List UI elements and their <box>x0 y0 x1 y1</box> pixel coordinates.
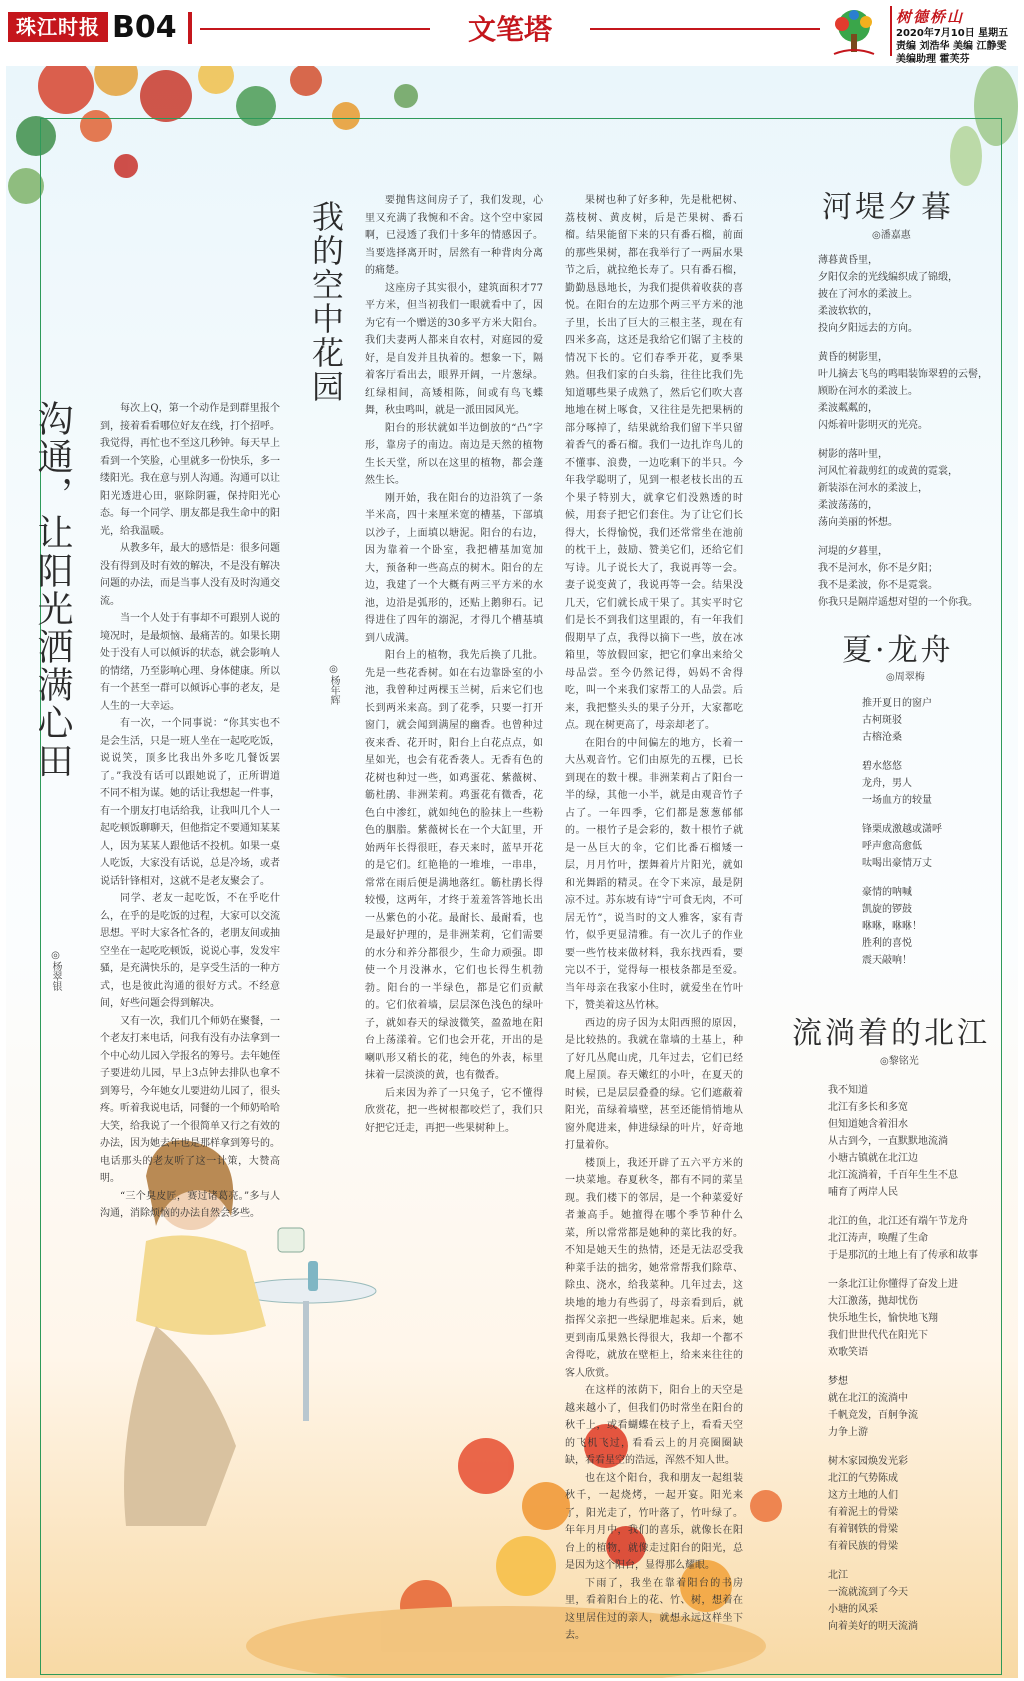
paragraph: 要抛售这间房子了，我们发现，心里又充满了我惋和不舍。这个空中家园啊，已浸透了我们十多年的情感因子。当要选择离开时，居然有一种背肉分离的痛楚。 <box>365 195 543 276</box>
poem-title: 流淌着的北江 <box>792 1016 990 1051</box>
stanza <box>828 1373 998 1441</box>
poem-line: 咻咻，咻咻！ <box>862 921 922 932</box>
article-body-col1 <box>365 192 543 1137</box>
stanza <box>862 884 1002 969</box>
poem-line: 呔喝出豪情万丈 <box>862 858 932 869</box>
divider <box>200 28 430 30</box>
poem-body <box>828 1082 998 1647</box>
paragraph: 又有一次，我们几个师奶在聚餐，一个老友打来电话，问我有没有办法拿到一个中心幼儿园入学报名的筹号。去年她侄子要进幼儿园，早上3点钟去排队也拿不到筹号，今年她女儿要进幼儿园了，很头疼。听着我说电话，同餐的一个师奶哈哈大笑，给我说了一个很简单又行之有效的办法，因为她去年也是那样拿到筹号的。电话那头的老友听了这一计策，大赞高明。 <box>100 1015 280 1184</box>
article-title: 我的空中花园 <box>307 200 345 404</box>
poem-line: 力争上游 <box>828 1427 868 1438</box>
poem-line: 于是那沉的土地上有了传承和故事 <box>828 1250 978 1261</box>
poem-line: 北江的气势陈成 <box>828 1473 898 1484</box>
newspaper-brand: 珠江时报 <box>8 12 108 42</box>
poem-line: 有着泥土的骨梁 <box>828 1507 898 1518</box>
editors: 责编 刘浩华 美编 江静雯 <box>896 41 1007 52</box>
poem-line: 一场血方的较量 <box>862 795 932 806</box>
poem-title: 河堤夕暮 <box>822 190 954 225</box>
paragraph: 从教多年，最大的感悟是：很多问题没有得到及时有效的解决，不是没有解决问题的办法，而是当事人没有及时沟通交流。 <box>100 543 280 607</box>
poem-line: 我不是河水，你不是夕阳； <box>818 563 938 574</box>
poem-line: 有着民族的骨梁 <box>828 1541 898 1552</box>
poem-title: 夏·龙舟 <box>842 633 954 668</box>
divider <box>188 12 192 44</box>
poem-line: 你我只是隔岸遥想对望的一个你我。 <box>818 597 978 608</box>
poem-line: 披在了河水的柔波上。 <box>818 289 918 300</box>
paragraph: 后来因为养了一只兔子，它不懂得欣赏花，把一些树根都咬烂了，我们只好把它迁走，再把一些果树种上。 <box>365 1087 543 1134</box>
poem-line: 梦想 <box>828 1376 848 1387</box>
stanza <box>828 1276 998 1361</box>
poem-line: 就在北江的流淌中 <box>828 1393 908 1404</box>
poem-line: 但知道她含着泪水 <box>828 1119 908 1130</box>
poem-line: 胜利的喜悦 <box>862 938 912 949</box>
stanza <box>828 1453 998 1555</box>
stanza <box>818 349 1008 434</box>
poem-line: 有着钢铁的骨梁 <box>828 1524 898 1535</box>
paragraph: 在阳台的中间偏左的地方，长着一大丛观音竹。它们由原先的五棵，已长到现在的数十棵。非洲茉莉占了阳台一半的绿，其他一小半，就是由观音竹子占了。一年四季，它们都是葱葱郁郁的。一根竹子是会彩的，数十根竹子就是一丛巨大的伞，它们比番石榴矮一层，月月竹叶，摆舞着片片阳光，就如和光舞蹈的精灵。在令下来凉，最是阴凉不过。苏东坡有诗“宁可食无肉，不可居无竹”，说当时的文人雅客，家有青竹，似乎更显清雅。有一次儿子的作业要一些竹枝来做材料，我东找西看，要完以不于，觉得每一根枝条都是至爱。当年母亲在我家小住时，就爱坐在竹叶下，赞美着这丛竹林。 <box>565 737 743 1011</box>
tree-logo-icon <box>828 6 880 58</box>
paragraph: 同学、老友一起吃饭，不在乎吃什么，在乎的是吃饭的过程，大家可以交流思想。平时大家各忙各的，老朋友间或抽空坐在一起吃吃顿饭，说说心事，发发牢骚，是充满快乐的，是享受生活的一种方式，也是彼此沟通的很好方式。不经意间，好些问题会得到解决。 <box>100 893 280 1009</box>
poem-line: 顾盼在河水的柔波上。 <box>818 386 918 397</box>
poem-line: 树影的落叶里， <box>818 449 888 460</box>
article-author: ◎杨翠银 <box>50 950 61 991</box>
poem-line: 北江流淌着，千百年生生不息 <box>828 1170 958 1181</box>
paragraph: 阳台的形状就如半边倒放的“凸”字形，靠房子的南边。南边是天然的植物生长天堂，所以在这里的植物，都会蓬然生长。 <box>365 422 543 486</box>
poem-line: 一流就流到了今天 <box>828 1587 908 1598</box>
article-title: 沟通，让阳光洒满心田 <box>32 400 73 780</box>
page-number: B04 <box>112 10 177 45</box>
stanza <box>818 446 1008 531</box>
poem-line: 北江涛声，唤醒了生命 <box>828 1233 928 1244</box>
poem-author: ◎潘嘉惠 <box>872 230 911 241</box>
poem-line: 豪情的呐喊 <box>862 887 912 898</box>
issue-meta <box>896 6 1022 66</box>
poem-line: 树木家园焕发光彩 <box>828 1456 908 1467</box>
poem-line: 河风忙着裁剪红的或黄的霓裳， <box>818 466 958 477</box>
section-title: 文笔塔 <box>467 13 552 46</box>
divider <box>590 28 820 30</box>
paragraph: 在这样的浓荫下，阳台上的天空是越来越小了，但我们仍时常坐在阳台的秋千上，或看蝴蝶在枝子上，看看天空的飞机飞过，看看云上的月亮圈圈缺缺，看看星空的浩远，浑然不知人世。 <box>565 1385 743 1466</box>
poem-body <box>818 252 1008 623</box>
poem-line: 从古到今，一直默默地流淌 <box>828 1136 948 1147</box>
poem-line: 龙舟，男人 <box>862 778 912 789</box>
article-body <box>100 400 280 1223</box>
stanza <box>818 252 1008 337</box>
poem-line: 柔波软软的， <box>818 306 878 317</box>
paragraph: 楼顶上，我还开辟了五六平方米的一块菜地。春夏秋冬，都有不同的菜呈现。我们楼下的邻居，是一个种菜爱好者兼高手。她擅得在哪个季节种什么菜，所以常常都是她种的菜比我的好。不知是她天生的热情，还是无法忍受我种菜手法的拙劣，她常常帮我们除草、除虫、浇水，给我菜种。几年过去，这块地的地力有些弱了，母亲看到后，就指挥父亲把一些绿肥堆起来。后来，她更到南瓜果熟长得很大，我却一个都不舍得吃，就放在壁柜上，给来来往往的客人欣赏。 <box>565 1157 743 1379</box>
poem-line: 夕阳仅余的光线编织成了锦缎， <box>818 272 958 283</box>
poem-line: 欢歌笑语 <box>828 1347 868 1358</box>
poem-line: 北江的鱼，北江还有端午节龙舟 <box>828 1216 968 1227</box>
stanza <box>862 758 1002 809</box>
poem-line: 我们世世代代在阳光下 <box>828 1330 928 1341</box>
poem-line: 哺育了两岸人民 <box>828 1187 898 1198</box>
issue-date: 2020年7月10日 星期五 <box>896 28 1009 39</box>
paragraph: 这座房子其实很小，建筑面积才77平方米，但当初我们一眼就看中了，因为它有一个赠送的30多平方米大阳台。我们夫妻两人都来自农村，对庭园的爱好，是自发并且执着的。想象一下，隔着客厅看出去，眼界开阔，一片葱绿。红绿相间，高矮相陈，间或有鸟飞蝶舞，秋虫鸣叫，就是一派田园风光。 <box>365 282 543 416</box>
poem-line: 投向夕阳远去的方向。 <box>818 323 918 334</box>
poem-line: 这方土地的人们 <box>828 1490 898 1501</box>
poem-line: 柔波粼粼的， <box>818 403 878 414</box>
poem-line: 小塘的风采 <box>828 1604 878 1615</box>
assistant-editor: 美编助理 霍芙芬 <box>896 54 970 65</box>
paragraph: 当一个人处于有事却不可跟别人说的境况时，是最烦恼、最痛苦的。如果长期处于没有人可以倾诉的状态，就会影响人的情绪，乃至影响心理、身体健康。所以有一个甚至一群可以倾诉心事的老友，是人生的一大幸运。 <box>100 613 280 712</box>
paragraph: “三个臭皮匠，赛过诸葛亮。”多与人沟通，消除烦恼的办法自然会多些。 <box>100 1190 280 1219</box>
column-logo: 树德桥山 <box>896 8 965 26</box>
poem-body <box>862 695 1002 981</box>
poem-author: ◎黎铭光 <box>880 1056 919 1067</box>
poem-line: 薄暮黄昏里， <box>818 255 878 266</box>
poem-line: 闪烁着叶影明灭的光亮。 <box>818 420 928 431</box>
poem-line: 北江 <box>828 1570 848 1581</box>
poem-line: 向着美好的明天流淌 <box>828 1621 918 1632</box>
stanza <box>818 543 1008 611</box>
poem-line: 推开夏日的窗户 <box>862 698 932 709</box>
poem-line: 北江有多长和多宽 <box>828 1102 908 1113</box>
paragraph: 下雨了，我坐在靠着阳台的书房里，看着阳台上的花、竹、树，想着在这里居住过的亲人，就想永远这样坐下去。 <box>565 1577 743 1641</box>
poem-line: 我不是柔波，你不是霓裳。 <box>818 580 938 591</box>
poem-line: 叶儿摘去飞鸟的鸣唱装饰翠碧的云髻， <box>818 369 988 380</box>
poem-line: 震天敲响！ <box>862 955 912 966</box>
stanza <box>828 1082 998 1201</box>
poem-line: 新装添在河水的柔波上， <box>818 483 928 494</box>
paragraph: 西边的房子因为太阳西照的原因，是比较热的。我就在靠墙的土基上，种了好几丛爬山虎，几年过去，它们已经爬上屋顶。春天嫩红的小叶，在夏天的时候，已是层层叠叠的绿。它们遮蔽着阳光，苗绿着墙壁，甚至还能悄悄地从窗外爬进来，伸进绿绿的叶片，好奇地打量着你。 <box>565 1017 743 1151</box>
poem-author: ◎周翠梅 <box>886 672 925 683</box>
poem-line: 黄昏的树影里， <box>818 352 888 363</box>
poem-line: 柔波荡荡的， <box>818 500 878 511</box>
poem-line: 古榕沧桑 <box>862 732 902 743</box>
poem-line: 快乐地生长，愉快地飞翔 <box>828 1313 938 1324</box>
poem-line: 千帆竞发，百舸争流 <box>828 1410 918 1421</box>
paragraph: 每次上Q，第一个动作是到群里报个到，接着看看哪位好友在线，打个招呼。我觉得，再忙也不至这几秒钟。每天早上看到一个笑脸，心里就多一份快乐，多一缕阳光。我在意与别人沟通。沟通可以让阳光透进心田，驱除阴霾，保持阳光心态。每一个同学、朋友都是我生命中的阳光，给我温暖。 <box>100 403 280 537</box>
poem-line: 凯旋的锣鼓 <box>862 904 912 915</box>
stanza <box>828 1567 998 1635</box>
paragraph: 果树也种了好多种，先是枇杷树、荔枝树、黄皮树，后是芒果树、番石榴。结果能留下来的只有番石榴，前面的那些果树，都在我举行了一两届水果节之后，就拉绝长寿了。只有番石榴，勤勤恳恳地长，为我们提供着收获的喜悦。在阳台的左边那个两三平方米的池子里，长出了巨大的三根主茎，现在有四米多高，这还是我给它们锯了主枝的情况下长的。它们春季开花，夏季果熟。但我们家的白头翁，往往比我们先知道哪些果子成熟了，然后它们吹大喜地地在树上啄食，又往往是先把果柄的部分啄掉了，结果就给我们留下半只留着香气的番石榴。我们一边扎诈鸟儿的不懂事、浪费，一边吃剩下的半只。今年我学聪明了，见到一根老枝长出的五个果子特别大，就拿它们没熟透的时候，用套子把它们套住。为了让它们长得大，长得愉悦，我们还常常坐在池前的枕干上，鼓励、赞美它们，还给它们写诗。儿子说长大了，我说再等一会。妻子说变黄了，我说再等一会。结果没几天，它们就长成干果了。其实平时它们是长不到我们这里跟的，有一年我们假期早了点，我得以摘下一些，放在冰箱里，等放假回家，把它们拿出来给父母品尝。至今仍然记得，妈妈不舍得吃，叫一个来我们家帮工的人品尝。后来，我把整头头的果子分开，大家都吃点。现在树更高了，母亲却老了。 <box>565 195 743 731</box>
article-author: ◎杨年辉 <box>328 664 339 705</box>
poem-line: 古柯斑驳 <box>862 715 902 726</box>
poem-line: 锋栗成激越或潇呼 <box>862 824 942 835</box>
divider <box>890 6 892 56</box>
poem-line: 我不知道 <box>828 1085 868 1096</box>
poem-line: 一条北江让你懂得了奋发上进 <box>828 1279 958 1290</box>
masthead <box>0 0 1024 65</box>
paragraph: 有一次，一个同事说：“你其实也不是会生活，只是一班人坐在一起吃吃饭，说说笑，顶多比我出外多吃几餐饭罢了。”我没有话可以跟她说了，正所谓道不同不相为谋。她的话让我想起一件事，有一个朋友打电话给我，让我叫几个人一起吃顿饭聊聊天，但他指定不要通知某某人，因为某某人跟他话不投机。如果一桌人吃饭，大家没有话说，总是冷场，或者说话针锋相对，这就不是老友聚会了。 <box>100 718 280 887</box>
paragraph: 刚开始，我在阳台的边沿筑了一条半米高，四十来厘米宽的槽基，下部填以沙子，上面填以塘泥。阳台的右边，因为靠着一个卧室，我把槽基加宽加大，预备种一些高点的树木。阳台的左边，我建了一个大概有两三平方米的水池，边沿是弧形的，还贴上鹅卵石。记得进住了四年的溺泥，才得几个槽基填到八成满。 <box>365 492 543 644</box>
poem-line: 小塘古镇就在北江边 <box>828 1153 918 1164</box>
poem-line: 呼声愈高愈低 <box>862 841 922 852</box>
paragraph: 阳台上的植物，我先后换了几批。先是一些花香树。如在右边靠卧室的小池，我曾种过两棵玉兰树，后来它们也长到两米来高。到了花季，只要一打开窗门，就会闻到满屋的幽香。也曾种过夜来香、花开时，阳台上白花点点，如星如光，也会有花香袭人。无香有色的花树也种过一些，如鸡蛋花、紫薇树、簕杜鹃、非洲茉莉。鸡蛋花有微香，花色白中渗红，就如纯色的脸抹上一些粉色的胭脂。紫薇树长在一个大缸里，开始两年长得很旺，春天来时，蓝早开花的是它们。红艳艳的一堆堆，一串串，常常在雨后便是满地落红。簕杜鹃长得较慢，这两年，才终于羞羞答答地长出一丛紫色的小花。最耐长、最耐看，也是最好护理的，是非洲茉莉，它们需要的水分和养分都很少，生命力顽强。即使一个月没淋水，它们也长得生机勃勃。阳台的一半绿色，都是它们贡献的。它们依着墙，层层深色浅色的绿叶子，就如春天的绿波微笑，盈盈地在阳台上荡漾着。它们也会开花，开出的是喇叭形又稍长的花，纯色的外表，标里抹着一层淡淡的黄，也有微香。 <box>365 650 543 1081</box>
paragraph: 也在这个阳台，我和朋友一起组装秋千，一起烧烤，一起开宴。阳光来了，阳光走了，竹叶落了，竹叶绿了。年年月月中，我们的喜乐，就像长在阳台上的植物，就像走过阳台的阳光，总是因为这个阳台，显得那么耀眼。 <box>565 1472 743 1571</box>
stanza <box>862 695 1002 746</box>
poem-line: 河堤的夕暮里， <box>818 546 888 557</box>
stanza <box>862 821 1002 872</box>
poem-line: 碧水悠悠 <box>862 761 902 772</box>
article-body-col2 <box>565 192 743 1645</box>
poem-line: 大江激荡，抛却忧伤 <box>828 1296 918 1307</box>
poem-line: 荡向美丽的怀想。 <box>818 517 898 528</box>
stanza <box>828 1213 998 1264</box>
